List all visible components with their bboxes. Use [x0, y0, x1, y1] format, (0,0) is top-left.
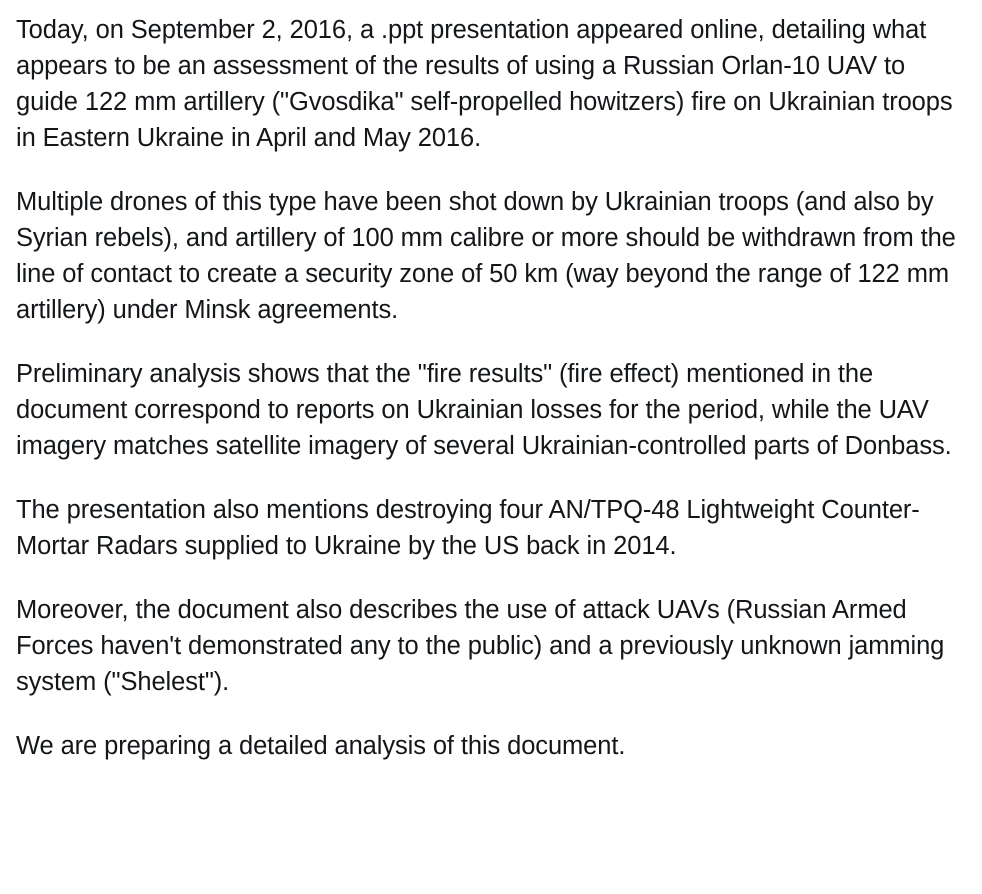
paragraph-5: Moreover, the document also describes the use of attack UAVs (Russian Armed Forces haven't demonstrated any to the public) and a previously unknown jamming system ("Shelest"). [16, 596, 952, 696]
paragraph-3: Preliminary analysis shows that the "fire results" (fire effect) mentioned in the document correspond to reports on Ukrainian losses for the period, while the UAV imagery matches satellite imagery of several Ukrainian-controlled parts of Donbass. [16, 360, 952, 460]
paragraph-2: Multiple drones of this type have been shot down by Ukrainian troops (and also by Syrian rebels), and artillery of 100 mm calibre or more should be withdrawn from the line of contact to create a security zone of 50 km (way beyond the range of 122 mm artillery) under Minsk agreements. [16, 188, 963, 324]
paragraph-4: The presentation also mentions destroying four AN/TPQ-48 Lightweight Counter-Mortar Radars supplied to Ukraine by the US back in 2014. [16, 496, 920, 560]
paragraph-6: We are preparing a detailed analysis of this document. [16, 732, 626, 760]
paragraph-1: Today, on September 2, 2016, a .ppt presentation appeared online, detailing what appears to be an assessment of the results of using a Russian Orlan-10 UAV to guide 122 mm artillery ("Gvosdika" self-propelled howitzers) fire on Ukrainian troops in Eastern Ukraine in April and May 2016. [16, 16, 960, 152]
